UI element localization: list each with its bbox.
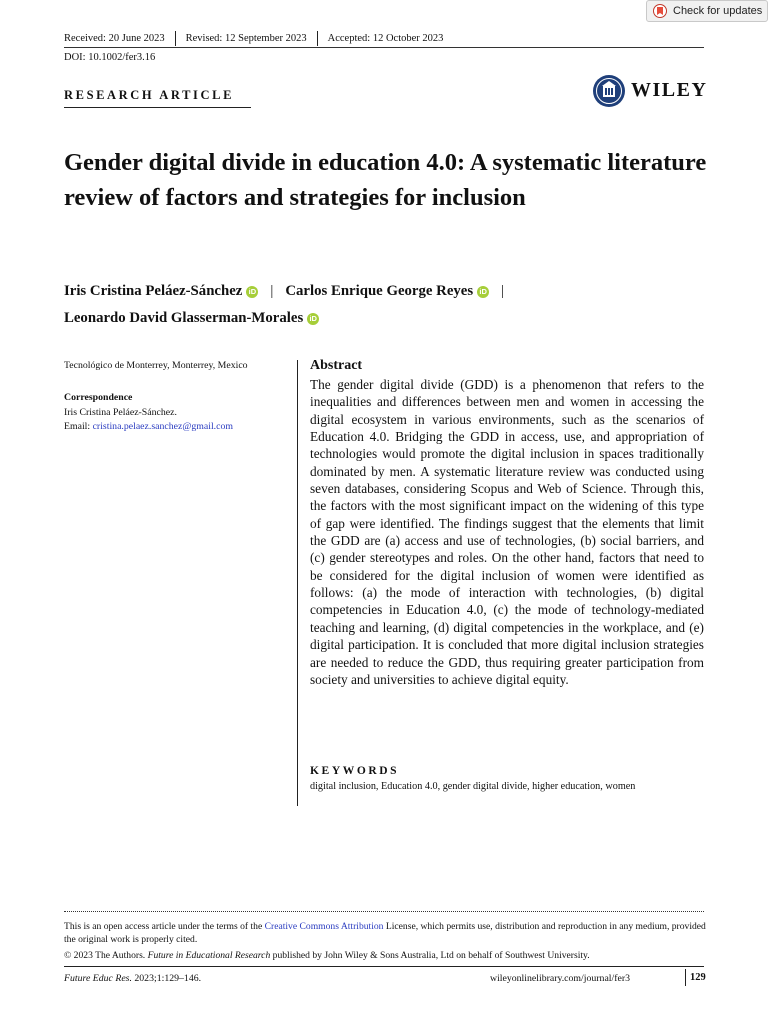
footer-dotted-rule (64, 911, 704, 912)
author-name[interactable]: Leonardo David Glasserman-Morales (64, 310, 304, 326)
revised-date: Revised: 12 September 2023 (185, 33, 307, 44)
license-note (64, 920, 708, 946)
copyright-post: published by John Wiley & Sons Australia, Ltd on behalf of Southwest University. (270, 950, 590, 961)
orcid-icon[interactable]: iD (246, 286, 258, 298)
crossmark-icon (653, 4, 667, 18)
check-for-updates-label: Check for updates (673, 5, 763, 17)
journal-url[interactable]: wileyonlinelibrary.com/journal/fer3 (490, 973, 631, 984)
doi: DOI: 10.1002/fer3.16 (64, 52, 156, 63)
abstract-text: The gender digital divide (GDD) is a phenomenon that refers to the inequalities and differences between men and women in accessing the digital ecosystem in various environments, such as the scenarios of Education 4.0. Bridging the GDD in access, use, and appropriation of technologies would promote the digital inclusion in spaces traditionally dominated by men. A systematic literature review was conducted using seven databases, considering Scopus and Web of Science. Through this, the factors with the most significant impact on the widening of this type of gap were identified. The findings suggest that the elements that limit the GDD are (a) access and use of technologies, (b) social barriers, and (c) gender stereotypes and roles. On the other hand, factors that need to be considered for the digital inclusion of women were identified as follows: (a) the mode of interaction with technologies, (b) digital competencies in Education 4.0, (c) the mode of technology-mediated teaching and learning, (d) digital competencies in the workplace, and (e) digital participation. It is concluded that more digital inclusion strategies are needed to reduce the GDD, thus requiring greater participation from society and universities to achieve digital equity. (310, 377, 704, 687)
license-text-pre: This is an open access article under the terms of the (64, 921, 265, 932)
copyright-journal: Future in Educational Research (147, 950, 271, 961)
date-separator (317, 31, 318, 46)
article-type: RESEARCH ARTICLE (64, 88, 235, 102)
affiliation: Tecnológico de Monterrey, Monterrey, Mexico (64, 360, 248, 371)
copyright-notice (64, 950, 714, 961)
date-separator (175, 31, 176, 46)
author-separator: | (501, 283, 505, 299)
journal-abbrev: Future Educ Res. (64, 973, 132, 984)
orcid-icon[interactable]: iD (477, 286, 489, 298)
orcid-icon[interactable]: iD (307, 313, 319, 325)
author-list (64, 278, 714, 332)
correspondence-email-row (64, 421, 233, 432)
email-label: Email: (64, 421, 93, 432)
header-rule (64, 47, 704, 48)
author-separator: | (270, 283, 274, 299)
check-for-updates-button[interactable] (646, 0, 768, 22)
correspondence-heading: Correspondence (64, 392, 133, 403)
copyright-pre: © 2023 The Authors. (64, 950, 148, 961)
article-title: Gender digital divide in education 4.0: A systematic literature review of factors and strategies for inclusion (64, 149, 707, 211)
keywords-heading: KEYWORDS (310, 765, 400, 777)
keywords-text: digital inclusion, Education 4.0, gender digital divide, higher education, women (310, 781, 636, 792)
article-dates (64, 31, 443, 46)
accepted-date: Accepted: 12 October 2023 (327, 33, 444, 44)
citation-details: 2023;1:129–146. (131, 973, 202, 984)
license-text-post: License, which permits use, distribution and reproduction in any medium, provided the original work is properly cited. (64, 921, 706, 945)
creative-commons-link[interactable]: Creative Commons Attribution (264, 921, 384, 932)
footer-rule (64, 966, 704, 967)
column-divider (297, 360, 298, 806)
author-name[interactable]: Iris Cristina Peláez-Sánchez (64, 283, 243, 299)
correspondence-email-link[interactable]: cristina.pelaez.sanchez@gmail.com (92, 421, 233, 432)
wiley-seal-icon (592, 74, 626, 108)
page-number: 129 (690, 972, 706, 983)
author-name[interactable]: Carlos Enrique George Reyes (285, 283, 474, 299)
correspondence-name: Iris Cristina Peláez-Sánchez. (64, 407, 177, 418)
journal-citation (64, 973, 201, 984)
publisher-logo-text: WILEY (631, 79, 708, 101)
abstract-heading: Abstract (310, 358, 363, 373)
page-number-separator (685, 969, 686, 986)
received-date: Received: 20 June 2023 (64, 33, 165, 44)
article-type-underline (64, 107, 251, 108)
